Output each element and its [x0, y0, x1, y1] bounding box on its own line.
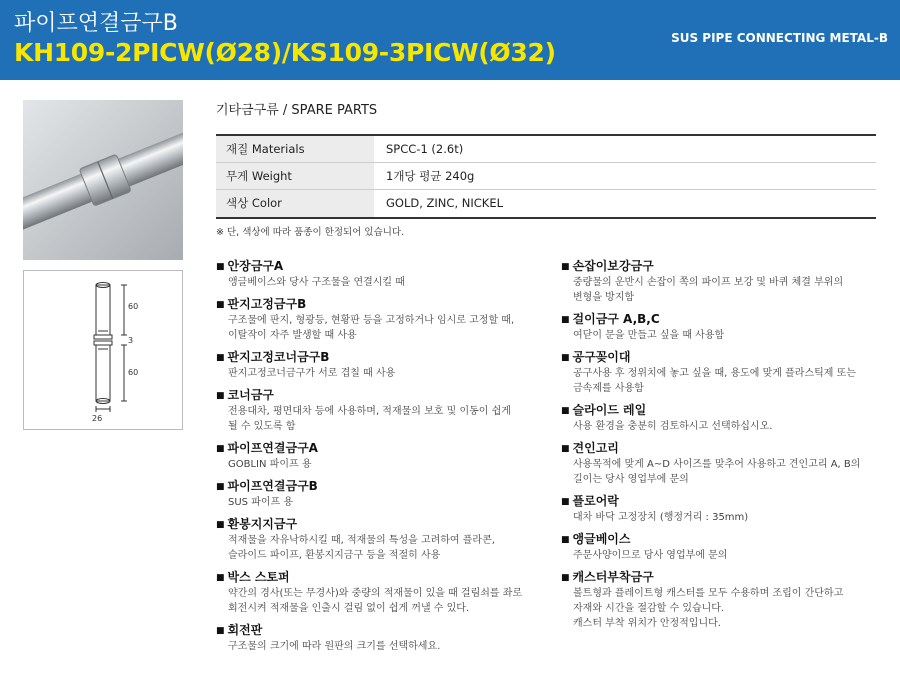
item-description: 판지고정코너금구가 서로 겹칠 때 사용 — [228, 368, 396, 379]
item-description: GOBLIN 파이프 용 — [228, 459, 312, 470]
item-title: 환봉지지금구 — [227, 517, 298, 531]
dim-bottom-label: 60 — [128, 368, 139, 377]
list-item — [216, 296, 556, 343]
item-description: 사용목적에 맞게 A~D 사이즈를 맞추어 사용하고 견인고리 A, B의 길이는 당사 영업부에 문의 — [573, 459, 861, 485]
spec-row-weight — [216, 163, 876, 190]
item-description: 약간의 경사(또는 무경사)와 중량의 적재물이 있을 때 걸림쇠를 좌로 회전시켜 적재물을 인출시 걸림 없이 쉽게 꺼낼 수 있다. — [228, 588, 523, 614]
item-title: 슬라이드 레일 — [572, 403, 647, 417]
spec-value: SPCC-1 (2.6t) — [386, 142, 464, 156]
spec-value: GOLD, ZINC, NICKEL — [386, 196, 503, 210]
item-description: 주문사양이므로 당사 영업부에 문의 — [573, 550, 728, 561]
product-model-number: KH109-2PICW(Ø28)/KS109-3PICW(Ø32) — [14, 38, 556, 67]
item-description: 구조물에 판지, 형광등, 현황판 등을 고정하거나 임시로 고정할 때, 이탈작이 자주 발생할 때 사용 — [228, 315, 515, 341]
bullet-icon: ■ — [561, 315, 570, 325]
bullet-icon: ■ — [561, 444, 570, 454]
bullet-icon: ■ — [216, 262, 225, 272]
list-item — [561, 349, 886, 396]
item-title: 공구꽂이대 — [572, 350, 631, 364]
spare-parts-title: 기타금구류 / SPARE PARTS — [216, 103, 378, 118]
item-title: 판지고정금구B — [227, 297, 307, 311]
bullet-icon: ■ — [216, 482, 225, 492]
list-item — [561, 258, 886, 305]
list-item — [216, 258, 556, 290]
spec-label: 재질 Materials — [216, 136, 374, 162]
product-photo — [23, 100, 183, 260]
item-title: 코너금구 — [227, 388, 274, 402]
item-description: 중량물의 운반시 손잡이 쪽의 파이프 보강 및 바퀴 체결 부위의 변형을 방지함 — [573, 277, 844, 303]
list-item — [216, 622, 556, 654]
bullet-icon: ■ — [216, 353, 225, 363]
page-header — [0, 0, 900, 80]
item-title: 견인고리 — [572, 441, 619, 455]
bullet-icon: ■ — [216, 391, 225, 401]
product-english-title: SUS PIPE CONNECTING METAL-B — [671, 31, 888, 45]
item-description: 공구사용 후 정위치에 놓고 싶을 때, 용도에 맞게 플라스틱제 또는 금속제를 사용함 — [573, 368, 856, 394]
item-description: 전용대차, 평면대차 등에 사용하며, 적재물의 보호 및 이동이 쉽게 될 수 있도록 함 — [228, 406, 511, 432]
item-description: 앵글베이스와 당사 구조물을 연결시킬 때 — [228, 277, 405, 288]
list-item — [216, 516, 556, 563]
list-item — [561, 402, 886, 434]
item-title: 파이프연결금구B — [227, 479, 318, 493]
item-title: 안장금구A — [227, 259, 284, 273]
bullet-icon: ■ — [216, 520, 225, 530]
pipe-connector-image — [23, 100, 183, 260]
list-item — [561, 493, 886, 525]
item-title: 앵글베이스 — [572, 532, 631, 546]
item-description: 여닫이 문을 만들고 싶을 때 사용함 — [573, 330, 725, 341]
bullet-icon: ■ — [216, 444, 225, 454]
spec-label: 무게 Weight — [216, 163, 374, 189]
dim-top-label: 60 — [128, 302, 139, 311]
list-item — [216, 387, 556, 434]
bullet-icon: ■ — [216, 573, 225, 583]
list-item — [561, 311, 886, 343]
spec-table — [216, 134, 876, 219]
spec-value: 1개당 평균 240g — [386, 169, 475, 183]
bullet-icon: ■ — [561, 535, 570, 545]
bullet-icon: ■ — [561, 353, 570, 363]
list-item — [216, 569, 556, 616]
item-title: 박스 스토퍼 — [227, 570, 290, 584]
item-title: 판지고정코너금구B — [227, 350, 330, 364]
dim-gap-label: 3 — [128, 336, 134, 345]
item-description: 대차 바닥 고정장치 (행정거리 : 35mm) — [573, 512, 749, 523]
spec-label: 색상 Color — [216, 190, 374, 217]
item-description: SUS 파이프 용 — [228, 497, 294, 508]
bullet-icon: ■ — [216, 626, 225, 636]
bullet-icon: ■ — [561, 573, 570, 583]
color-note: ※ 단, 색상에 따라 품종이 한정되어 있습니다. — [216, 227, 405, 238]
bullet-icon: ■ — [561, 406, 570, 416]
parts-list-left — [216, 258, 556, 660]
list-item — [216, 440, 556, 472]
item-title: 캐스터부착금구 — [572, 570, 654, 584]
spec-row-color — [216, 190, 876, 217]
item-title: 회전판 — [227, 623, 263, 637]
bullet-icon: ■ — [561, 497, 570, 507]
item-title: 파이프연결금구A — [227, 441, 318, 455]
item-description: 사용 환경을 충분히 검토하시고 선택하십시오. — [573, 421, 773, 432]
product-title: 파이프연결금구B — [14, 11, 178, 36]
parts-list-right — [561, 258, 886, 637]
bullet-icon: ■ — [216, 300, 225, 310]
item-title: 걸이금구 A,B,C — [572, 312, 660, 326]
bullet-icon: ■ — [561, 262, 570, 272]
item-title: 플로어락 — [572, 494, 619, 508]
spec-row-material — [216, 136, 876, 163]
list-item — [561, 569, 886, 631]
item-description: 적재물을 자유낙하시킬 때, 적재물의 특성을 고려하여 플라콘, 슬라이드 파이프, 환봉지지금구 등을 적절히 사용 — [228, 535, 495, 561]
list-item — [216, 478, 556, 510]
list-item — [216, 349, 556, 381]
technical-drawing — [23, 270, 183, 430]
item-title: 손잡이보강금구 — [572, 259, 654, 273]
dim-width-label: 26 — [92, 414, 103, 423]
list-item — [561, 531, 886, 563]
item-description: 구조물의 크기에 따라 원판의 크기를 선택하세요. — [228, 641, 441, 652]
list-item — [561, 440, 886, 487]
item-description: 볼트형과 플레이트형 캐스터를 모두 수용하며 조립이 간단하고 자재와 시간을 절감할 수 있습니다. 캐스터 부착 위치가 안정적입니다. — [573, 588, 844, 629]
